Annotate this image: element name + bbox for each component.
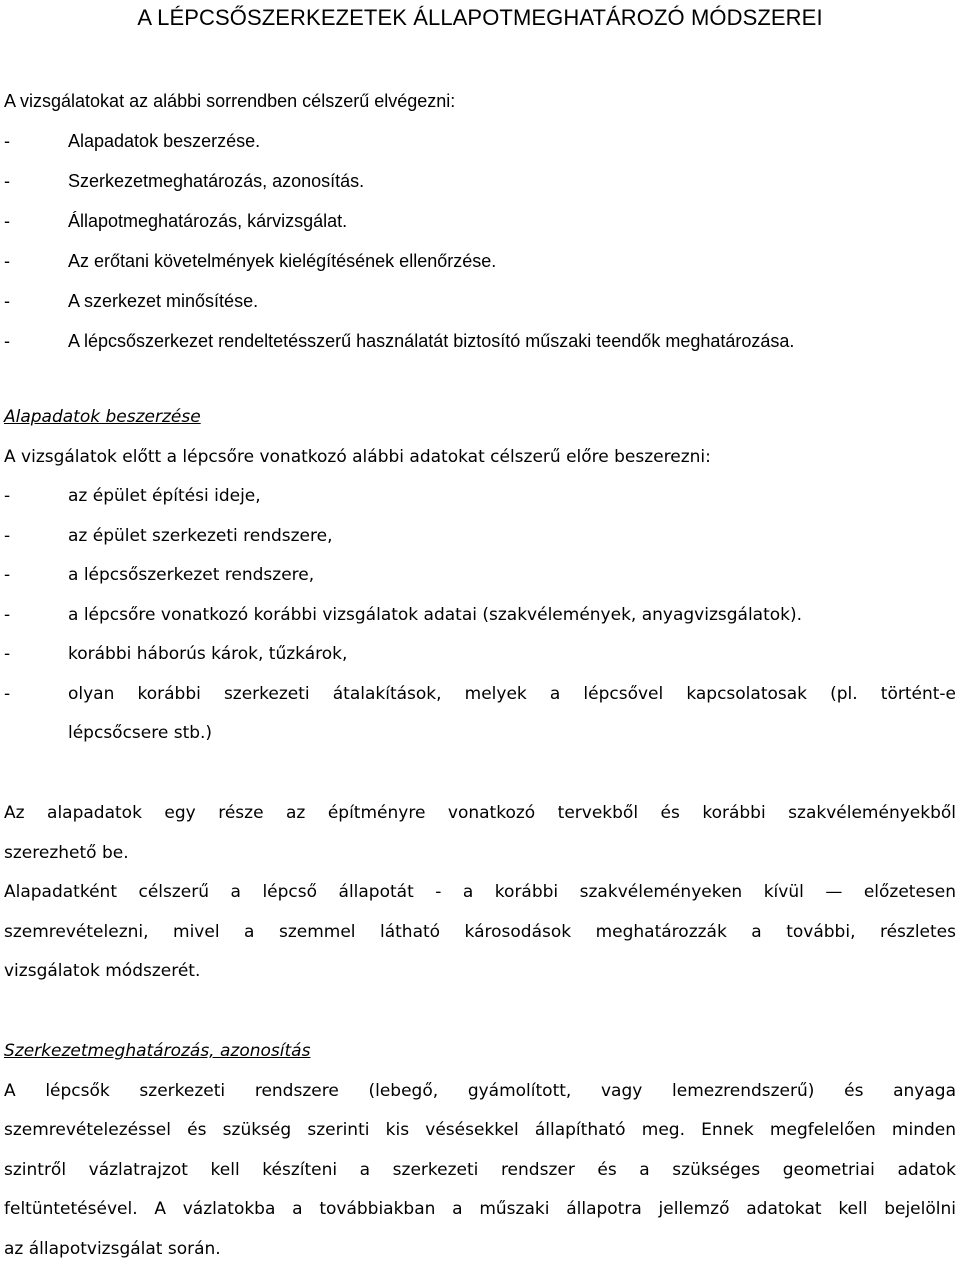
paragraph-line: szerezhető be. — [4, 840, 956, 880]
list-item-continuation: lépcsőcsere stb.) — [4, 720, 956, 760]
list-item-text: Az erőtani követelmények kielégítésének ellenőrzése. — [68, 251, 496, 271]
list-dash: - — [4, 562, 68, 588]
paragraph-line: az állapotvizsgálat során. — [4, 1236, 956, 1275]
list-dash: - — [4, 681, 68, 721]
list-dash: - — [4, 602, 68, 628]
list-item-text: az épület építési ideje, — [68, 486, 261, 506]
page-title: A LÉPCSŐSZERKEZETEK ÁLLAPOTMEGHATÁROZÓ MÓDSZEREI — [0, 4, 960, 32]
paragraph-line: A lépcsők szerkezeti rendszere (lebegő, gyámolított, vagy lemezrendszerű) és anyaga — [4, 1078, 956, 1104]
list-item — [4, 248, 956, 288]
list-item — [4, 328, 956, 368]
paragraph — [4, 800, 956, 998]
list-item — [4, 523, 956, 563]
list-item — [4, 483, 956, 523]
list-item — [4, 168, 956, 208]
list-item-text: Állapotmeghatározás, kárvizsgálat. — [68, 211, 347, 231]
section-lead: A vizsgálatok előtt a lépcsőre vonatkozó alábbi adatokat célszerű előre beszerezni: — [4, 444, 956, 484]
list-item-text: Alapadatok beszerzése. — [68, 131, 260, 151]
list-item — [4, 641, 956, 681]
list-item — [4, 128, 956, 168]
paragraph-line: szintről vázlatrajzot kell készíteni a szerkezeti rendszer és a szükséges geometriai adatok — [4, 1157, 956, 1183]
paragraph-line: feltüntetésével. A vázlatokba a továbbiakban a műszaki állapotra jellemző adatokat kell bejelölni — [4, 1196, 956, 1222]
section-szerkezet — [4, 1038, 956, 1275]
list-item-text: az épület szerkezeti rendszere, — [68, 526, 332, 546]
list-item-text: A szerkezet minősítése. — [68, 291, 258, 311]
section-heading: Alapadatok beszerzése — [4, 407, 201, 427]
list-dash: - — [4, 483, 68, 509]
list-item-text: korábbi háborús károk, tűzkárok, — [68, 644, 347, 664]
intro-lead: A vizsgálatokat az alábbi sorrendben célszerű elvégezni: — [4, 88, 956, 128]
paragraph-line: szemrevételezéssel és szükség szerinti kis vésésekkel állapítható meg. Ennek megfelelően minden — [4, 1117, 956, 1143]
list-dash: - — [4, 168, 68, 194]
list-item — [4, 602, 956, 642]
list-dash: - — [4, 288, 68, 314]
list-item-text: a lépcsőre vonatkozó korábbi vizsgálatok adatai (szakvélemények, anyagvizsgálatok). — [68, 605, 802, 625]
paragraph-line: Az alapadatok egy része az építményre vonatkozó tervekből és korábbi szakvéleményekből — [4, 800, 956, 826]
list-item-text: Szerkezetmeghatározás, azonosítás. — [68, 171, 364, 191]
list-item — [4, 208, 956, 248]
list-item-text: A lépcsőszerkezet rendeltetésszerű használatát biztosító műszaki teendők meghatározása. — [68, 331, 794, 351]
intro-section — [4, 88, 956, 368]
list-dash: - — [4, 641, 68, 667]
list-item — [4, 562, 956, 602]
list-dash: - — [4, 208, 68, 234]
paragraph-line: szemrevételezni, mivel a szemmel látható károsodások meghatározzák a további, részletes — [4, 919, 956, 945]
section-alapadatok — [4, 404, 956, 760]
list-item-text: olyan korábbi szerkezeti átalakítások, melyek a lépcsővel kapcsolatosak (pl. történt-e — [68, 681, 956, 707]
list-item — [4, 681, 956, 721]
section-heading: Szerkezetmeghatározás, azonosítás — [4, 1041, 310, 1061]
list-dash: - — [4, 128, 68, 154]
list-item — [4, 288, 956, 328]
list-dash: - — [4, 328, 68, 354]
paragraph-line: vizsgálatok módszerét. — [4, 958, 956, 998]
list-dash: - — [4, 523, 68, 549]
list-item-text: a lépcsőszerkezet rendszere, — [68, 565, 314, 585]
paragraph-line: Alapadatként célszerű a lépcső állapotát - a korábbi szakvéleményeken kívül — előzetesen — [4, 879, 956, 905]
list-dash: - — [4, 248, 68, 274]
